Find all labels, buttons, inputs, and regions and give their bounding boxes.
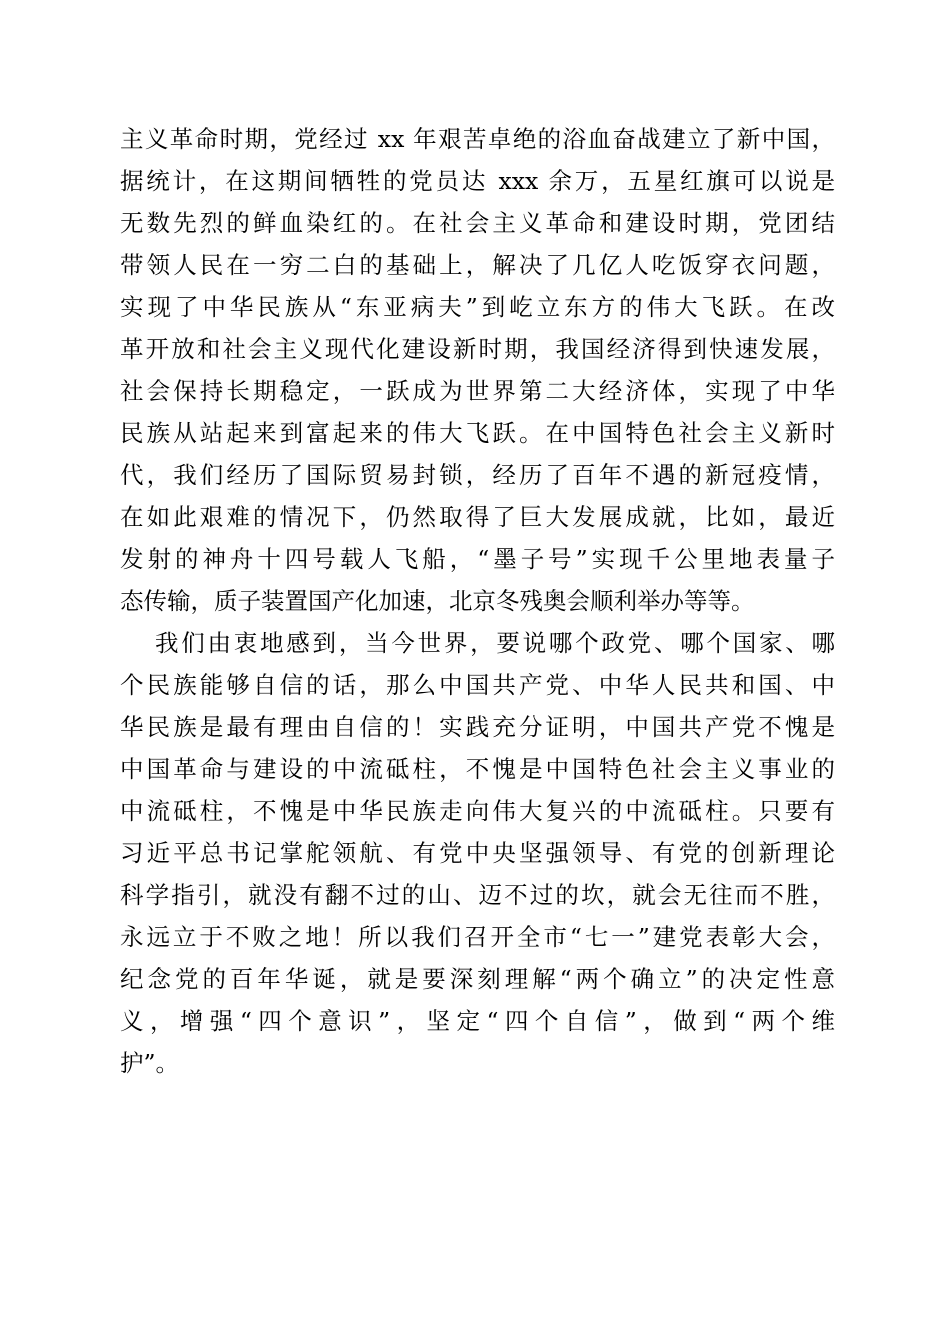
text-line: 实现了中华民族从“东亚病夫”到屹立东方的伟大飞跃。在改: [120, 293, 835, 321]
text-line: 中国革命与建设的中流砥柱，不愧是中国特色社会主义事业的: [120, 755, 835, 783]
text-line: 带领人民在一穷二白的基础上，解决了几亿人吃饭穿衣问题，: [120, 251, 835, 279]
text-line: 主义革命时期，党经过 xx 年艰苦卓绝的浴血奋战建立了新中国，: [120, 125, 835, 153]
text-line: 发射的神舟十四号载人飞船，“墨子号”实现千公里地表量子: [120, 545, 835, 573]
text-line: 个民族能够自信的话，那么中国共产党、中华人民共和国、中: [120, 671, 835, 699]
text-line: 科学指引，就没有翻不过的山、迈不过的坎，就会无往而不胜，: [120, 881, 835, 909]
text-line: 永远立于不败之地！所以我们召开全市“七一”建党表彰大会，: [120, 923, 835, 951]
text-line: 华民族是最有理由自信的！实践充分证明，中国共产党不愧是: [120, 713, 835, 741]
text-line: 社会保持长期稳定，一跃成为世界第二大经济体，实现了中华: [120, 377, 835, 405]
text-line: 在如此艰难的情况下，仍然取得了巨大发展成就，比如，最近: [120, 503, 835, 531]
text-line: 无数先烈的鲜血染红的。在社会主义革命和建设时期，党团结: [120, 209, 835, 237]
text-line: 革开放和社会主义现代化建设新时期，我国经济得到快速发展，: [120, 335, 835, 363]
text-line: 习近平总书记掌舵领航、有党中央坚强领导、有党的创新理论: [120, 839, 835, 867]
text-line: 我们由衷地感到，当今世界，要说哪个政党、哪个国家、哪: [155, 629, 835, 657]
text-line: 据统计，在这期间牺牲的党员达 xxx 余万，五星红旗可以说是: [120, 167, 835, 195]
document-body: [120, 118, 835, 1084]
paragraph-1: [120, 118, 835, 622]
text-line: 代，我们经历了国际贸易封锁，经历了百年不遇的新冠疫情，: [120, 461, 835, 489]
text-line: 中流砥柱，不愧是中华民族走向伟大复兴的中流砥柱。只要有: [120, 797, 835, 825]
paragraph-2: [120, 622, 835, 1084]
text-line: 义，增强“四个意识”，坚定“四个自信”，做到“两个维: [120, 1007, 835, 1035]
text-line: 护”。: [120, 1049, 180, 1077]
text-line: 态传输，质子装置国产化加速，北京冬残奥会顺利举办等等。: [120, 587, 755, 615]
text-line: 民族从站起来到富起来的伟大飞跃。在中国特色社会主义新时: [120, 419, 835, 447]
text-line: 纪念党的百年华诞，就是要深刻理解“两个确立”的决定性意: [120, 965, 835, 993]
